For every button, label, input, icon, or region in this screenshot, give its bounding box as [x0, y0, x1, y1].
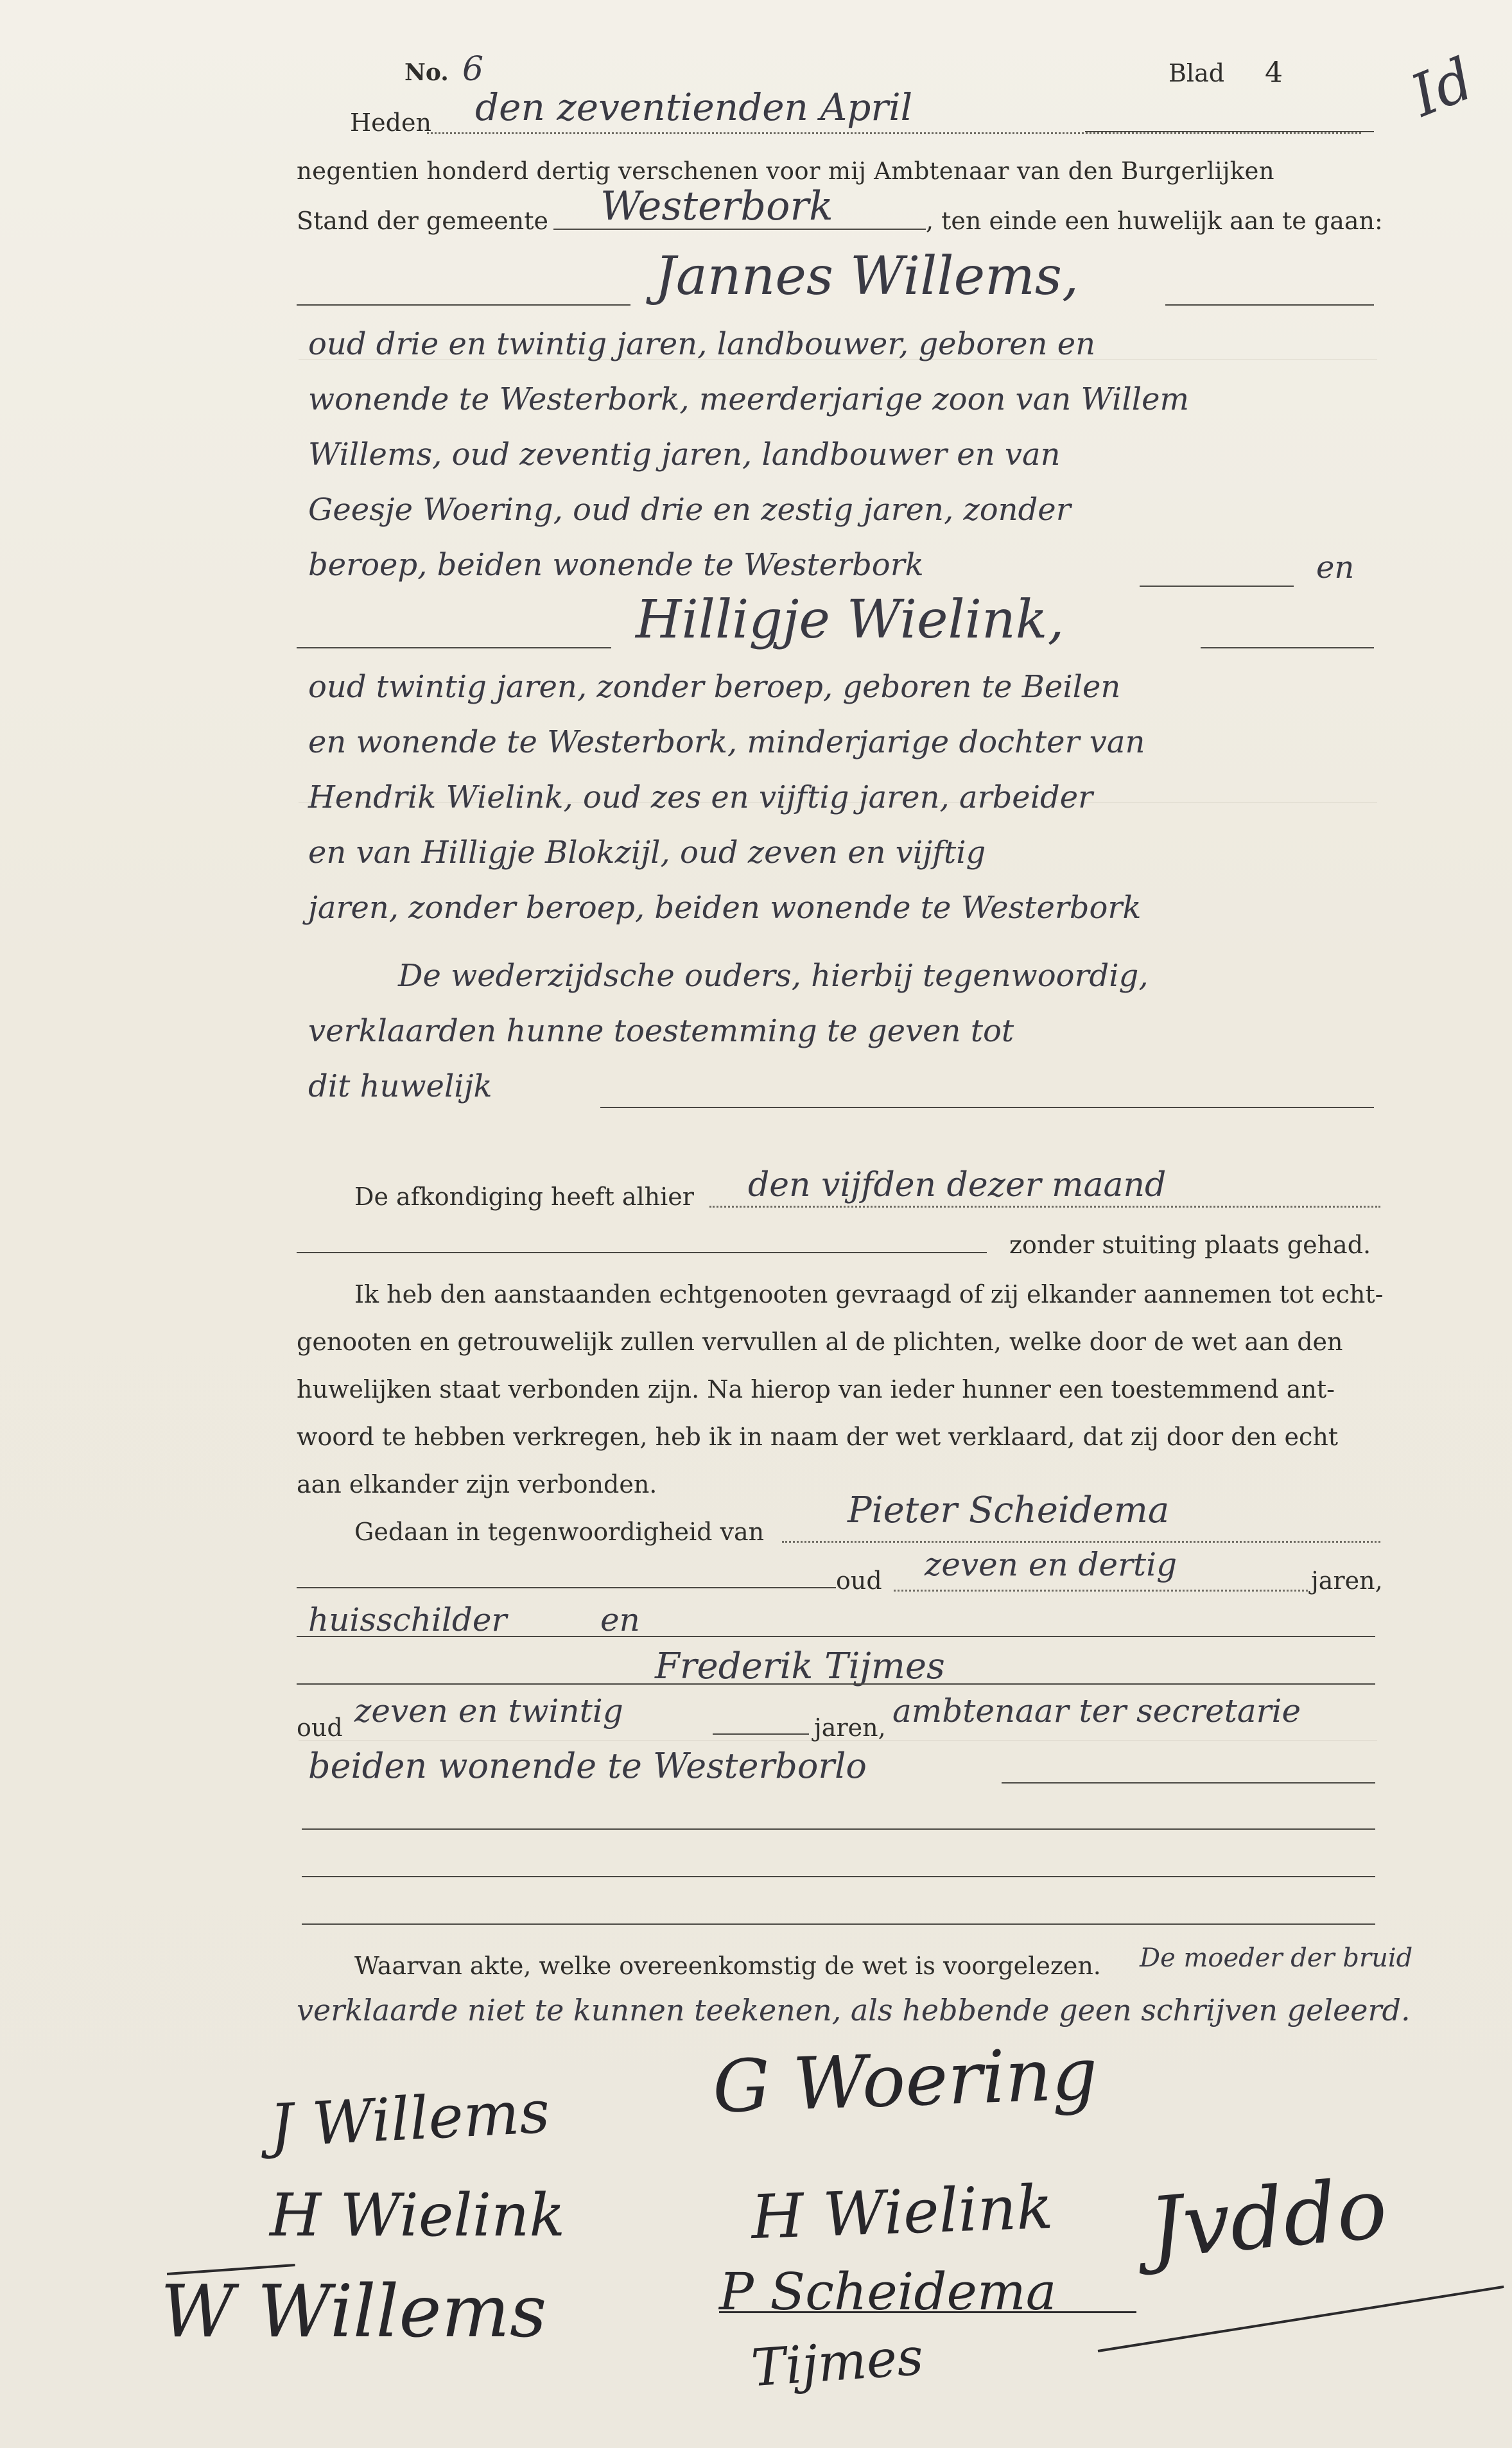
afkondiging-value: den vijfden dezer maand	[748, 1166, 1167, 1204]
groom-detail-line: Willems, oud zeventig jaren, landbouwer en van	[308, 437, 1061, 473]
groom-detail-line: oud drie en twintig jaren, landbouwer, geboren en	[308, 326, 1096, 362]
fill-rule	[297, 1252, 987, 1253]
groom-detail-line: beroep, beiden wonende te Westerbork	[308, 547, 924, 583]
connector-en: en	[600, 1601, 640, 1638]
dotted-fill-line	[427, 132, 1361, 134]
groom-detail-line: wonende te Westerbork, meerderjarige zoon van Willem	[308, 381, 1190, 417]
page-label: Blad	[1169, 59, 1225, 87]
connector-en: en	[1316, 550, 1355, 586]
witness2-age: zeven en twintig	[354, 1692, 623, 1730]
dotted-fill-line	[782, 1541, 1380, 1543]
signature-bride-father: H Wielink	[750, 2172, 1054, 2253]
witnesses-residence: beiden wonende te Westerborlo	[308, 1746, 867, 1786]
margin-initials: Id	[1402, 45, 1483, 130]
date-value: den zeventienden April	[475, 85, 913, 129]
jaren-label: jaren,	[814, 1714, 886, 1742]
declaration-line: woord te hebben verkregen, heb ik in naam der wet verklaard, dat zij door den echt	[297, 1423, 1339, 1451]
declaration-line: genooten en getrouwelijk zullen vervullen al de plichten, welke door de wet aan den	[297, 1328, 1343, 1356]
groom-detail-line: Geesje Woering, oud drie en zestig jaren, zonder	[308, 492, 1071, 528]
fill-rule	[297, 1683, 1375, 1685]
blank-rule	[302, 1828, 1375, 1830]
fill-rule	[1085, 131, 1374, 132]
fill-rule	[1140, 586, 1294, 587]
afkondiging-label: De afkondiging heeft alhier	[354, 1183, 694, 1211]
signature-flourish	[719, 2311, 1136, 2313]
fill-rule	[1201, 647, 1374, 648]
afkondiging-suffix: zonder stuiting plaats gehad.	[1009, 1231, 1371, 1259]
signature-registrar: Jvddo	[1145, 2159, 1391, 2277]
fill-rule	[600, 1107, 1374, 1108]
dotted-fill-line	[894, 1590, 1308, 1592]
gemeente-value: Westerbork	[600, 182, 833, 229]
intro-line-year: negentien honderd dertig verschenen voor mij Ambtenaar van den Burgerlijken	[297, 157, 1274, 185]
witness2-occupation: ambtenaar ter secretarie	[892, 1692, 1301, 1730]
signature-groom: J Willems	[268, 2077, 552, 2161]
signature-flourish	[1098, 2286, 1504, 2352]
signature-witness2: Tijmes	[749, 2326, 925, 2399]
page-number: 4	[1265, 56, 1283, 89]
fill-rule	[297, 304, 630, 306]
consent-line: dit huwelijk	[308, 1068, 492, 1104]
fill-rule	[713, 1733, 809, 1735]
act-number-value: 6	[462, 50, 484, 89]
blank-rule	[302, 1876, 1375, 1877]
witnesses-label: Gedaan in tegenwoordigheid van	[354, 1518, 765, 1546]
bride-detail-line: en van Hilligje Blokzijl, oud zeven en vijftig	[308, 835, 986, 871]
groom-name: Jannes Willems,	[655, 246, 1079, 307]
fill-rule	[1002, 1782, 1375, 1784]
fill-rule	[297, 647, 611, 648]
oud-label: oud	[297, 1714, 343, 1742]
oud-label: oud	[836, 1567, 882, 1595]
declaration-line: huwelijken staat verbonden zijn. Na hierop van ieder hunner een toestemmend ant-	[297, 1375, 1335, 1403]
fill-rule	[1165, 304, 1374, 306]
closing-text: Waarvan akte, welke overeenkomstig de wet is voorgelezen.	[354, 1952, 1101, 1980]
signature-witness1: P Scheidema	[719, 2262, 1057, 2322]
act-number-label: No.	[404, 59, 449, 86]
closing-note-part2: verklaarde niet te kunnen teekenen, als hebbende geen schrijven geleerd.	[297, 1993, 1411, 2027]
witness1-age: zeven en dertig	[925, 1546, 1177, 1583]
signature-groom-father: W Willems	[161, 2270, 547, 2354]
jaren-label: jaren,	[1311, 1567, 1383, 1595]
bride-name: Hilligje Wielink,	[636, 589, 1064, 650]
declaration-line: Ik heb den aanstaanden echtgenooten gevraagd of zij elkander aannemen tot echt-	[354, 1280, 1384, 1308]
fill-rule	[297, 1587, 836, 1588]
signature-bride: H Wielink	[270, 2181, 566, 2250]
witness2-name: Frederik Tijmes	[655, 1645, 945, 1687]
witness1-name: Pieter Scheidema	[847, 1489, 1170, 1531]
blank-rule	[302, 1923, 1375, 1925]
signature-groom-mother: G Woering	[711, 2032, 1099, 2130]
bride-detail-line: oud twintig jaren, zonder beroep, geboren te Beilen	[308, 669, 1121, 705]
dotted-fill-line	[709, 1206, 1380, 1208]
declaration-line: aan elkander zijn verbonden.	[297, 1470, 657, 1498]
stand-label: Stand der gemeente	[297, 207, 548, 235]
bride-detail-line: Hendrik Wielink, oud zes en vijftig jaren, arbeider	[308, 779, 1093, 815]
fill-rule	[297, 1636, 1375, 1637]
witness1-occupation: huisschilder	[308, 1601, 507, 1638]
heden-label: Heden	[350, 109, 431, 137]
closing-note-part1: De moeder der bruid	[1140, 1943, 1413, 1973]
stand-suffix: , ten einde een huwelijk aan te gaan:	[926, 207, 1383, 235]
consent-line: De wederzijdsche ouders, hierbij tegenwoordig,	[398, 958, 1149, 994]
consent-line: verklaarden hunne toestemming te geven tot	[308, 1013, 1014, 1049]
bride-detail-line: en wonende te Westerbork, minderjarige dochter van	[308, 724, 1145, 760]
bride-detail-line: jaren, zonder beroep, beiden wonende te Westerbork	[308, 890, 1142, 926]
